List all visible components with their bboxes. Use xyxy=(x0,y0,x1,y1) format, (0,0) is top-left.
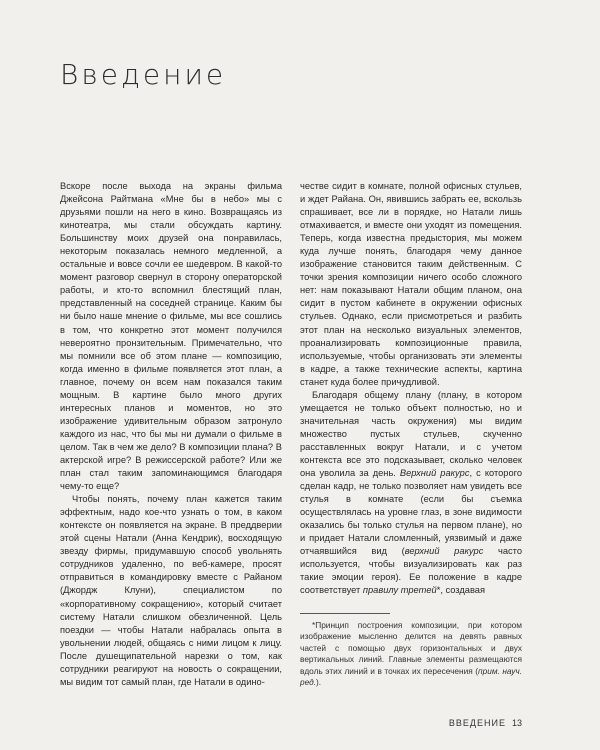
chapter-title: Введение xyxy=(60,58,227,91)
footer-section-title: ВВЕДЕНИЕ xyxy=(448,718,506,728)
paragraph xyxy=(300,389,522,598)
footnote-text xyxy=(300,620,522,688)
italic-term: правилу третей xyxy=(362,585,437,596)
running-footer xyxy=(400,718,522,728)
footnote-end: ). xyxy=(316,677,322,688)
italic-term: Верхний ракурс xyxy=(399,468,470,479)
page-number: 13 xyxy=(511,718,522,728)
left-text-column xyxy=(60,180,282,689)
paragraph-text: , с которого сделан кадр, не только позволяет нам увидеть все стулья в комнате (если бы съемка осуществлялась на уровне глаз, в зоне видимости оказались бы только стулья на первом плане), но и придает Натали сломленный, уязвимый и даже отчаявшийся вид ( xyxy=(300,468,523,557)
paragraph-continued: честве сидит в комнате, полной офисных стульев, и ждет Райана. Он, явившись забрать ее, вскользь спрашивает, все ли в порядке, но Натали лишь отмахивается, и вместе они уходят из помещения. Теперь, когда известна предыстория, мы можем куда лучше понять, благодаря чему данное изображение становится таким действенным. С точки зрения композиции ничего особо сложного нет: нам показывают Натали общим планом, она сидит в пустом кабинете в окружении офисных стульев. Однако, если присмотреться и разбить этот план на несколько визуальных элементов, проанализировать композиционные правила, используемые, чтобы организовать эти элементы в кадре, а также технические аспекты, картина станет куда более причудливой. xyxy=(300,181,522,387)
footnote-body: *Принцип построения композиции, при котором изображение мысленно делится на девять равных частей с помощью двух горизонтальных и двух вертикальных линий. Главные элементы размещаются вдоль этих линий и в точках их пересечения ( xyxy=(300,620,522,676)
right-text-column xyxy=(300,180,522,598)
footnote-divider xyxy=(300,613,390,614)
paragraph-text: *, создавая xyxy=(436,585,485,596)
footnote-editor-note: прим. науч. ред. xyxy=(300,665,522,688)
footnote xyxy=(300,620,522,688)
paragraph: Вскоре после выхода на экраны фильма Джейсона Райтмана «Мне бы в небо» мы с друзьями пошли на него в кино. Возвращаясь из кинотеатра, мы стали обсуждать картину. Большинству моих друзей она понравилась, некоторым показалась немного медленной, а остальные и вовсе сочли ее шедевром. В какой-то момент разговор свернул в сторону операторской работы, и кто-то вспомнил блестящий план, представленный на соседней странице. Каким бы ни было наше мнение о фильме, мы все сошлись в том, что конкретно этот момент получился невероятно пронзительным. Примечательно, что мы помнили все об этом плане — композицию, когда именно в фильме появляется этот план, а главное, почему он всем нам показался таким мощным. В картине было много других интересных планов и моментов, но это изображение удивительным образом затронуло каждого из нас, что бы мы ни думали о фильме в целом. Так в чем же дело? В композиции плана? В актерской игре? В режиссерской работе? Или же план стал таким запоминающимся благодаря чему-то еще? xyxy=(60,181,282,492)
italic-term: верхний ракурс xyxy=(404,546,484,557)
paragraph-text: Благодаря общему плану (плану, в котором умещается не только объект полностью, но и значительная часть окружения) мы видим множество пустых стульев, скученно расставленных вокруг Натали, и с учетом контекста все это подсказывает, сколько человек она уволила за день. xyxy=(300,389,522,479)
paragraph-text: часто используется, чтобы визуализировать как раз такие эмоции героя). Ее положение в кадре соответствует xyxy=(300,546,522,596)
paragraph: Чтобы понять, почему план кажется таким эффектным, надо кое-что узнать о том, в каком контексте он появляется на экране. В преддверии этой сцены Натали (Анна Кендрик), восходящую звезду фирмы, придумавшую способ увольнять сотрудников удаленно, по веб-камере, просят отправиться в командировку вместе с Райаном (Джордж Клуни), специалистом по «корпоративному сокращению», который считает систему Натали слишком обезличенной. Цель поездки — чтобы Натали набралась опыта в увольнении людей, общаясь с ними лицом к лицу. После душещипательной нарезки о том, как сотрудники реагируют на новость о сокращении, мы видим тот самый план, где Натали в одино- xyxy=(60,494,282,687)
